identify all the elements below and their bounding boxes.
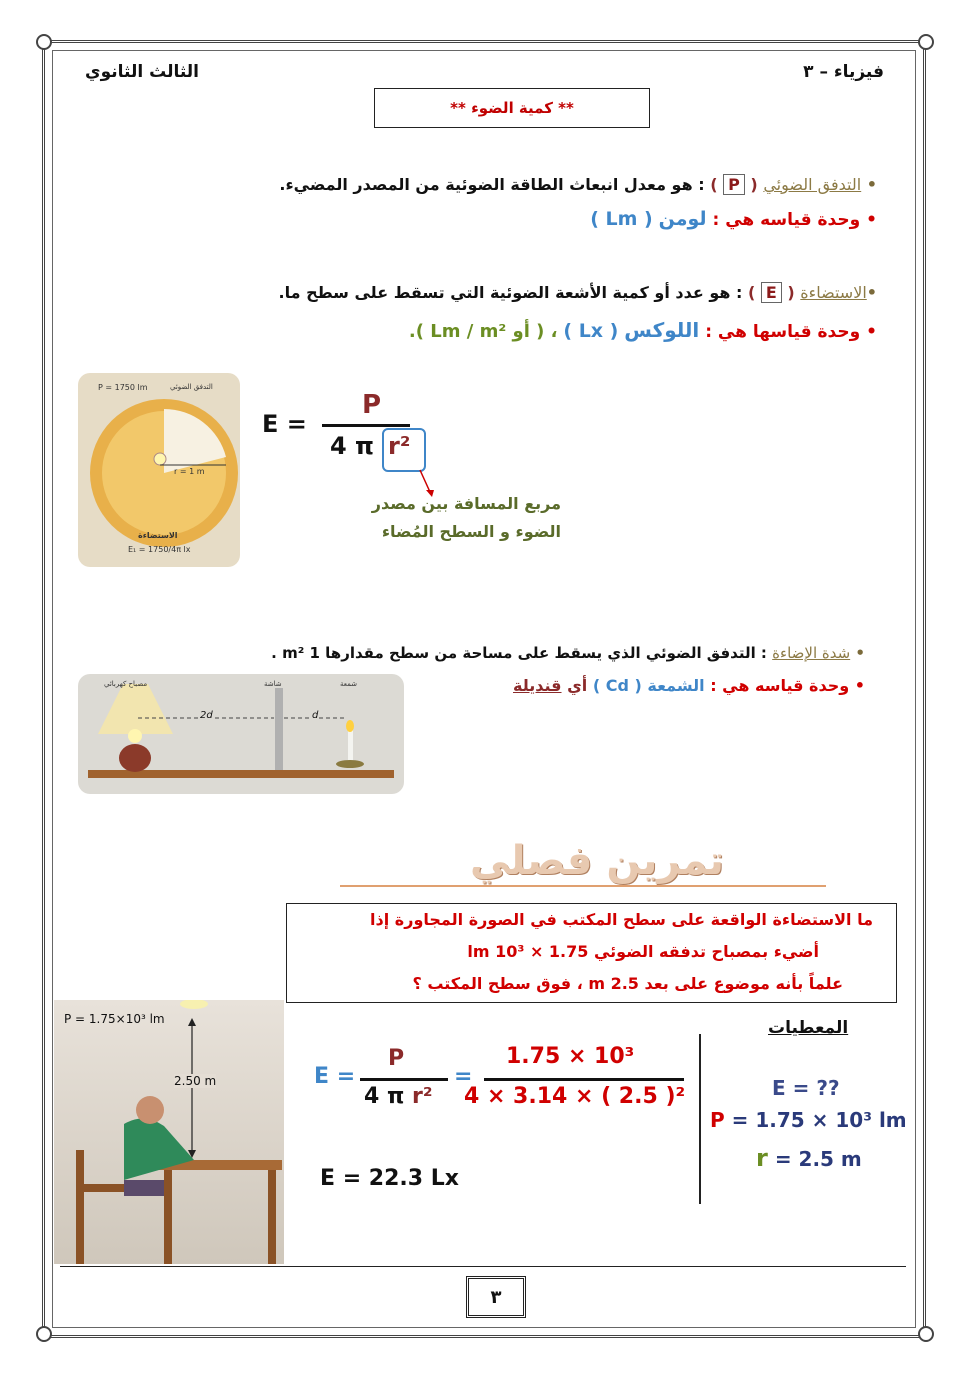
exercise-title: تمرين فصلي — [470, 838, 725, 884]
intensity-term: شدة الإضاءة — [772, 644, 851, 662]
flux-unit-name: لومن — [658, 208, 707, 230]
person-head — [136, 1096, 164, 1124]
formula1-denominator-r: r² — [388, 432, 411, 460]
formula1-note-1: مربع المسافة بين مصدر — [371, 494, 561, 513]
intensity-definition: • شدة الإضاءة : التدفق الضوئي الذي يسقط على مساحة من سطح مقدارها 1 m² . — [271, 644, 865, 662]
person-body — [124, 1118, 194, 1180]
illuminance-unit: • وحدة قياسها هي : اللوكس ( Lx ) ، ( أو Lm / m² ). — [408, 318, 877, 342]
candle-label: شمعة — [340, 680, 358, 688]
givens-r-symbol: r — [756, 1144, 768, 1172]
illuminance-unit-symbol: ( Lx ) — [563, 320, 619, 342]
corner-ornament — [36, 34, 52, 50]
formula1-fraction-bar — [322, 424, 410, 427]
corner-ornament — [36, 1326, 52, 1342]
intensity-unit: • وحدة قياسه هي : الشمعة ( Cd ) أي قنديلة — [513, 676, 865, 695]
solution-den1-b: r² — [412, 1084, 433, 1109]
flux-unit-symbol: ( Lm ) — [590, 208, 653, 230]
exercise-question-line-1: ما الاستضاءة الواقعة على سطح المكتب في الصورة المجاورة إذا — [370, 910, 873, 929]
intensity-definition-text: : التدفق الضوئي الذي يسقط على مساحة من سطح مقدارها 1 m² . — [271, 644, 767, 662]
flame-icon — [346, 720, 354, 732]
intensity-unit-alt-prefix: أي — [567, 676, 588, 695]
solution-den2: 4 × 3.14 × ( 2.5 )² — [464, 1084, 686, 1109]
givens-title: المعطيات — [768, 1018, 849, 1038]
givens-p-symbol: P — [710, 1108, 725, 1132]
lamp-icon — [180, 1000, 208, 1009]
page-title: ** كمية الضوء ** — [374, 88, 650, 128]
corner-ornament — [918, 1326, 934, 1342]
candle — [348, 730, 353, 760]
illuminance-definition-text: : هو عدد أو كمية الأشعة الضوئية التي تسقط على سطح ما. — [278, 283, 743, 302]
sphere-radius-label: r = 1 m — [174, 467, 205, 476]
formula1-lhs — [262, 410, 307, 438]
exercise-question-line-2: أضيء بمصباح تدفقه الضوئي 1.75 × 10³ lm — [467, 942, 819, 961]
sphere-label-top: P = 1750 lm — [98, 383, 148, 392]
solution-equals: = — [454, 1064, 473, 1089]
exercise-question-line-3: علماً بأنه موضوع على بعد 2.5 m ، فوق سطح المكتب ؟ — [412, 974, 843, 993]
person-legs — [124, 1180, 164, 1196]
intensity-unit-symbol: ( Cd ) — [592, 676, 642, 695]
corner-ornament — [918, 34, 934, 50]
givens-r — [756, 1144, 862, 1172]
flux-definition-text: : هو معدل انبعاث الطاقة الضوئية من المصدر المضيء. — [279, 175, 705, 194]
distance-label-2d: 2d — [200, 710, 213, 721]
desk-leg — [268, 1170, 276, 1264]
intensity-unit-alt: قنديلة — [513, 676, 562, 695]
givens-p — [710, 1108, 907, 1132]
illuminance-symbol: E — [761, 282, 782, 303]
page-number: ٣ — [466, 1276, 526, 1318]
vertical-divider — [699, 1034, 701, 1204]
formula1-denominator-prefix: 4 π — [330, 432, 375, 460]
chair-back — [76, 1150, 84, 1264]
givens-r-value: = 2.5 m — [774, 1147, 862, 1171]
illuminance-unit-name: اللوكس — [624, 318, 700, 342]
screen-label: شاشة — [264, 680, 282, 688]
screen — [275, 688, 283, 770]
distance-label-d: d — [312, 710, 319, 721]
formula1-note-2: الضوء و السطح المُضاء — [381, 522, 561, 541]
illuminance-unit-prefix: وحدة قياسها هي : — [705, 322, 861, 342]
header-grade: الثالث الثانوي — [85, 62, 199, 82]
exercise-title-underline — [340, 885, 826, 887]
intensity-unit-prefix: وحدة قياسه هي : — [710, 676, 850, 695]
formula1-numerator: P — [362, 390, 382, 420]
givens-e: E = ?? — [772, 1076, 840, 1100]
sphere-label-bottom: E₁ = 1750/4π lx — [128, 545, 191, 554]
illuminance-unit-alt: ، ( أو Lm / m² ). — [408, 321, 558, 342]
lamp-base — [119, 744, 151, 772]
desk-illustration — [54, 1000, 284, 1264]
candle-holder — [336, 760, 364, 768]
sphere-label-bottom-ar: الاستضاءة — [138, 531, 178, 540]
illuminance-definition: •الاستضاءة ( E ) : هو عدد أو كمية الأشعة الضوئية التي تسقط على سطح ما. — [278, 283, 877, 302]
solution-den1 — [364, 1084, 433, 1109]
header-subject: فيزياء – ٣ — [803, 62, 884, 82]
lamp-label: مصباح كهربائي — [104, 680, 148, 688]
solution-result: E = 22.3 Lx — [320, 1166, 459, 1191]
flux-symbol: P — [723, 174, 745, 195]
desk-label-h: 2.50 m — [174, 1074, 217, 1088]
givens-p-value: = 1.75 × 10³ lm — [731, 1108, 907, 1132]
flux-definition: • التدفق الضوئي ( P ) : هو معدل انبعاث الطاقة الضوئية من المصدر المضيء. — [279, 175, 877, 194]
solution-lhs: E = — [314, 1064, 356, 1089]
sphere-label-top-ar: التدفق الضوئي — [170, 383, 213, 391]
arrow-up-icon — [188, 1018, 196, 1026]
solution-num1: P — [388, 1046, 405, 1071]
lamp-svg — [78, 674, 404, 794]
desk-svg — [54, 1000, 284, 1264]
lamp-candle-illustration — [78, 674, 404, 794]
desk-leg — [164, 1170, 172, 1264]
desk-label-p: P = 1.75×10³ lm — [64, 1012, 165, 1026]
sphere-illustration — [78, 373, 240, 567]
solution-fraction-bar-2 — [484, 1078, 684, 1081]
flux-unit: • وحدة قياسه هي : لومن ( Lm ) — [590, 208, 877, 230]
illuminance-term: الاستضاءة — [800, 283, 867, 302]
solution-fraction-bar-1 — [360, 1078, 448, 1081]
flux-term: التدفق الضوئي — [763, 175, 862, 194]
intensity-unit-name: الشمعة — [647, 676, 705, 695]
bulb-icon — [154, 453, 166, 465]
light-cone — [98, 684, 173, 734]
flux-unit-prefix: وحدة قياسه هي : — [712, 210, 861, 230]
bulb-icon — [128, 729, 142, 743]
solution-num2: 1.75 × 10³ — [506, 1044, 635, 1069]
formula1-e: E = — [262, 410, 307, 438]
footer-rule — [60, 1266, 906, 1267]
solution-den1-a: 4 π — [364, 1084, 405, 1109]
